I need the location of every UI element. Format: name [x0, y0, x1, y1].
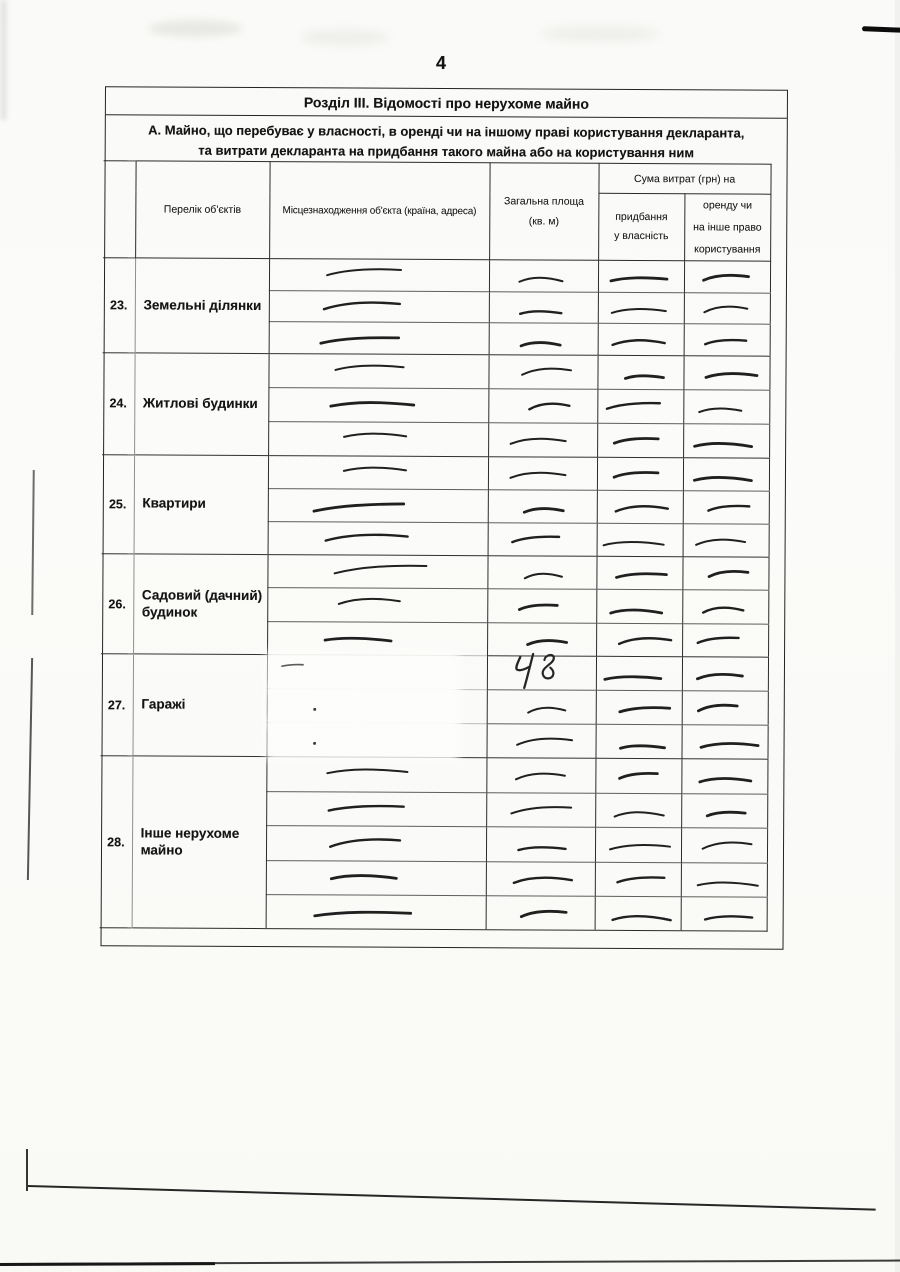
handwritten-dash-mark	[681, 828, 767, 863]
handwritten-dash-mark	[487, 589, 596, 623]
handwritten-dash-mark	[681, 897, 767, 932]
row-number: 28.	[100, 756, 133, 928]
handwritten-dash-mark	[684, 292, 770, 324]
handwritten-dash-mark	[596, 657, 682, 691]
handwritten-dash-mark	[682, 624, 768, 658]
paper-edge-artifact	[895, 0, 900, 1272]
handwritten-dash-mark	[598, 324, 684, 356]
header-line: оренду чи	[702, 199, 753, 212]
handwritten-dash-mark	[269, 322, 489, 355]
handwritten-dash-mark	[266, 757, 486, 793]
handwritten-dash-mark	[487, 690, 596, 725]
declaration-form-section	[101, 86, 788, 950]
handwritten-dash-mark	[595, 827, 681, 862]
handwritten-dash-mark	[681, 759, 767, 794]
header-line: у власність	[614, 229, 669, 243]
handwritten-dash-mark	[595, 896, 681, 931]
row-number: 23.	[103, 258, 135, 353]
handwritten-dash-mark	[266, 860, 486, 896]
handwritten-dash-mark	[269, 354, 489, 389]
handwritten-dash-mark	[598, 292, 684, 324]
handwritten-dash-mark	[486, 758, 595, 793]
handwritten-dash-mark	[268, 388, 488, 423]
header-line: придбання	[615, 210, 668, 223]
table-row	[101, 554, 768, 591]
handwritten-dash-mark	[487, 556, 596, 590]
row-number: 26.	[101, 554, 134, 655]
handwritten-dash-mark	[489, 291, 598, 323]
paper-edge-line	[0, 1262, 215, 1266]
handwritten-dash-mark	[268, 489, 488, 523]
handwritten-dash-mark	[597, 423, 683, 457]
handwritten-dash-mark	[595, 793, 681, 828]
handwritten-dash-mark	[267, 588, 487, 623]
handwritten-dash-mark	[682, 691, 768, 725]
col-header-area	[489, 163, 599, 261]
handwritten-dash-mark	[269, 259, 489, 292]
handwritten-dash-mark	[597, 389, 683, 423]
paper-fold-line	[31, 470, 34, 615]
header-line: на інше право	[693, 221, 762, 234]
handwritten-dash-mark	[486, 896, 595, 931]
handwritten-dash-mark	[596, 590, 682, 624]
handwritten-dash-mark	[682, 590, 768, 624]
row-number: 24.	[102, 353, 135, 455]
handwritten-area-value	[487, 656, 596, 691]
handwritten-dash-mark	[597, 490, 683, 523]
header-line: Загальна площа	[503, 194, 585, 208]
col-header-rent	[684, 194, 770, 262]
handwritten-dash-mark	[682, 557, 768, 591]
handwritten-dash-mark	[267, 554, 487, 589]
subsection-line1: А. Майно, що перебуває у власності, в оренді чи на іншому праві користування декларанта,	[148, 122, 745, 141]
col-header-location: Місцезнаходження об'єкта (країна, адреса)	[269, 162, 490, 260]
table-row	[102, 455, 769, 491]
table-row	[103, 353, 770, 390]
col-header-purchase	[598, 193, 684, 261]
row-label: Інше нерухоме майно	[132, 756, 267, 929]
handwritten-dash-mark	[683, 458, 769, 491]
property-table-header	[103, 161, 771, 262]
handwritten-dash-mark	[595, 862, 681, 897]
handwritten-dash-mark	[488, 423, 597, 458]
scan-mark-artifact	[862, 26, 900, 32]
handwritten-dash-mark	[684, 356, 770, 390]
property-table	[100, 160, 772, 932]
subsection-heading	[106, 115, 787, 163]
row-label: Земельні ділянки	[135, 258, 269, 353]
gutter-header-cell	[103, 161, 136, 258]
handwritten-dash-mark	[597, 523, 683, 556]
handwritten-dash-mark	[684, 261, 770, 293]
scan-smudge	[540, 26, 660, 42]
handwritten-dash-mark	[684, 324, 770, 356]
row-number: 27.	[101, 654, 134, 756]
handwritten-dash-mark	[682, 657, 768, 691]
table-row	[101, 654, 768, 691]
handwritten-dash-mark	[487, 724, 596, 759]
handwritten-dash-mark	[683, 424, 769, 458]
handwritten-dash-mark	[596, 725, 682, 759]
handwritten-dash-mark	[486, 861, 595, 896]
row-label: Садовий (дачний) будинок	[133, 554, 268, 655]
handwritten-dash-mark	[681, 794, 767, 829]
subsection-line2: та витрати декларанта на придбання такого майна або на користування ним	[198, 142, 695, 160]
whiteout-cell	[267, 655, 487, 690]
handwritten-dash-mark	[486, 793, 595, 828]
paper-edge-line	[28, 1185, 876, 1211]
handwritten-dash-mark	[598, 355, 684, 389]
handwritten-dash-mark	[488, 389, 597, 424]
handwritten-dash-mark	[682, 725, 768, 759]
handwritten-dash-mark	[266, 791, 486, 827]
row-label: Житлові будинки	[134, 353, 269, 456]
handwritten-dash-mark	[683, 390, 769, 424]
row-number: 25.	[102, 455, 135, 554]
handwritten-dash-mark	[486, 827, 595, 862]
whiteout-cell	[267, 723, 487, 758]
handwritten-dash-mark	[596, 556, 682, 590]
handwritten-dash-mark	[683, 491, 769, 524]
section-title: Розділ III. Відомості про нерухоме майно	[106, 87, 787, 119]
handwritten-dash-mark	[683, 524, 769, 557]
paper-edge-artifact	[26, 1149, 28, 1191]
handwritten-dash-mark	[596, 623, 682, 657]
handwritten-dash-mark	[268, 422, 488, 457]
header-line: користування	[694, 243, 761, 256]
scan-smudge	[300, 30, 390, 45]
col-header-objects: Перелік об'єктів	[135, 161, 270, 259]
scan-smudge	[148, 20, 243, 37]
handwritten-dash-mark	[268, 456, 488, 490]
handwritten-dash-mark	[597, 457, 683, 490]
handwritten-dash-mark	[268, 522, 488, 556]
row-label: Квартири	[134, 455, 269, 555]
handwritten-dash-mark	[489, 355, 598, 390]
handwritten-dash-mark	[598, 260, 684, 292]
page-number: 4	[436, 53, 447, 73]
table-row	[100, 756, 767, 794]
handwritten-dash-mark	[596, 691, 682, 725]
handwritten-dash-mark	[266, 895, 486, 931]
handwritten-dash-mark	[266, 826, 486, 862]
whiteout-cell	[267, 689, 487, 724]
paper-edge-artifact	[0, 0, 7, 120]
row-label: Гаражі	[133, 654, 268, 757]
col-header-expenses-group: Сума витрат (грн) на	[599, 163, 771, 194]
handwritten-dash-mark	[488, 490, 597, 524]
paper-edge-line	[0, 1260, 900, 1265]
header-line: (кв. м)	[528, 215, 560, 228]
handwritten-dash-mark	[489, 323, 598, 355]
paper-fold-line	[27, 658, 33, 880]
handwritten-dash-mark	[488, 523, 597, 557]
table-row	[103, 258, 770, 293]
handwritten-dash-mark	[489, 260, 598, 292]
property-table-body	[100, 258, 771, 932]
handwritten-dash-mark	[681, 862, 767, 897]
handwritten-dash-mark	[595, 759, 681, 794]
handwritten-dash-mark	[269, 290, 489, 323]
handwritten-dash-mark	[267, 621, 487, 656]
handwritten-dash-mark	[488, 457, 597, 491]
